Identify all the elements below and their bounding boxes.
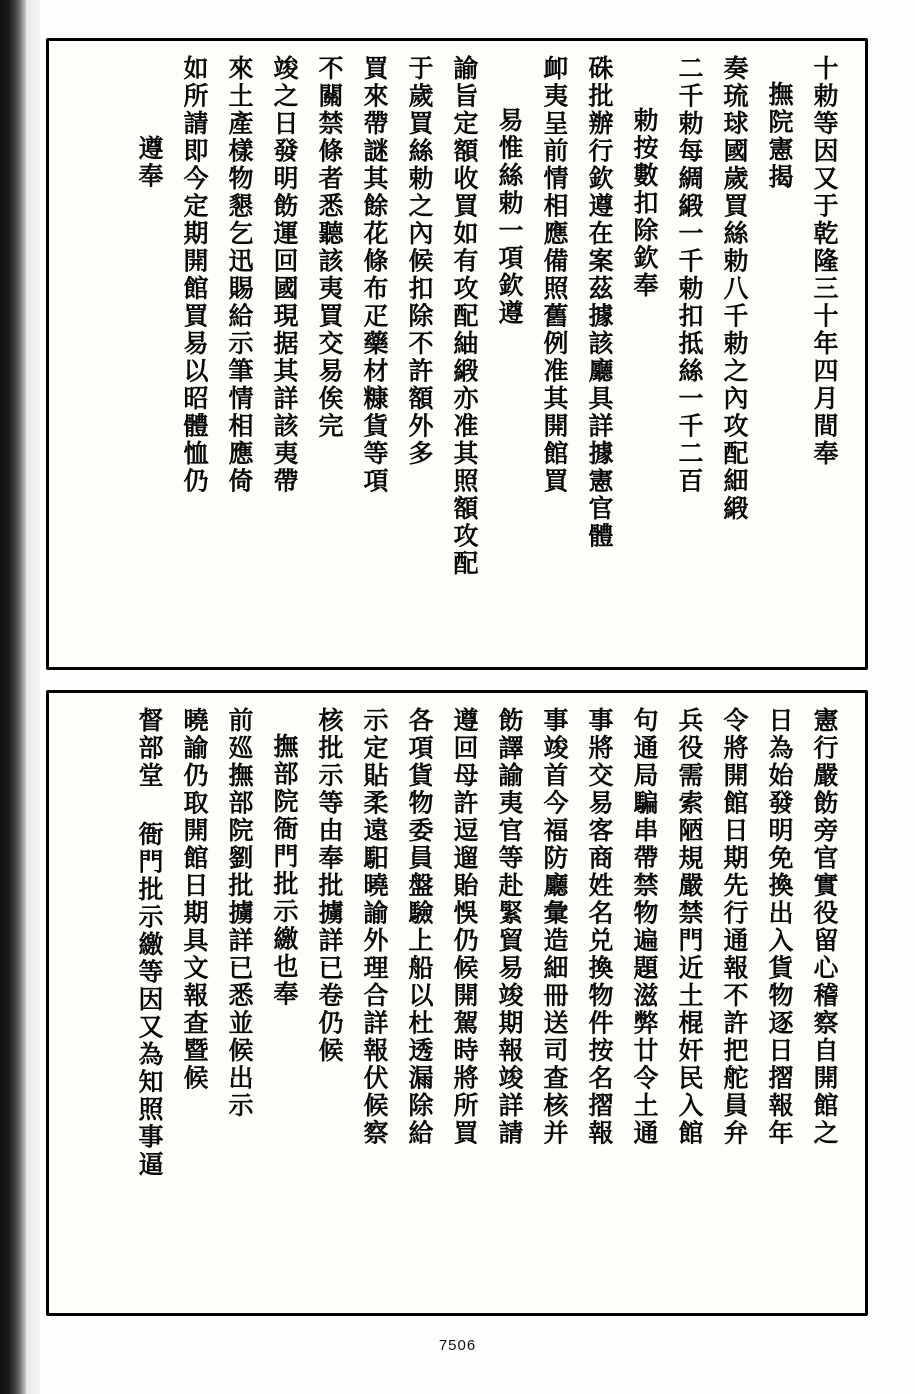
text-block-bottom — [46, 690, 868, 1316]
text-column: 來土產樣物懇乞迅賜給示筆情相應倚 — [225, 55, 254, 495]
text-column: 竣之日發明飭運回國現据其詳該夷帶 — [270, 55, 299, 495]
text-column: 句通局騙串帶禁物遍題滋弊廿令土通 — [630, 707, 659, 1147]
text-column: 事竣首今福防廳彙造細冊送司查核并 — [540, 707, 569, 1147]
text-column: 遵回母許逗遛貽悞仍候開駕時將所買 — [450, 707, 479, 1147]
text-column: 如所請即今定期開館買易以昭體恤仍 — [180, 55, 209, 495]
text-column: 卹夷呈前情相應備照舊例准其開館買 — [540, 55, 569, 495]
text-column: 撫院憲揭 — [765, 81, 794, 191]
text-block-top-columns — [67, 55, 847, 653]
text-column: 督部堂 衙門批示繳等因又為知照事逼 — [135, 707, 164, 1179]
text-column: 二千勅每綢緞一千勅扣抵絲一千二百 — [675, 55, 704, 495]
page-number: 7506 — [438, 1337, 477, 1354]
text-column: 奏琉球國歲買絲勅八千勅之內攻配細緞 — [720, 55, 749, 523]
text-column: 硃批辦行欽遵在案茲據該廳具詳據憲官體 — [585, 55, 614, 550]
text-column: 示定貼柔遠馹曉諭外理合詳報伏候察 — [360, 707, 389, 1147]
text-column: 兵役需索陋規嚴禁門近土棍奸民入館 — [675, 707, 704, 1147]
text-column: 撫部院衙門批示繳也奉 — [270, 733, 299, 1008]
text-column: 前廵撫部院劉批擄詳已悉並候出示 — [225, 707, 254, 1120]
text-column: 易惟絲勅一項欽遵 — [495, 107, 524, 327]
text-column: 曉諭仍取開館日期具文報查暨候 — [180, 707, 209, 1092]
text-column: 憲行嚴飭旁官實役留心稽察自開館之 — [810, 707, 839, 1147]
text-block-top — [46, 38, 868, 670]
text-column: 不關禁條者悉聽該夷買交易俟完 — [315, 55, 344, 440]
text-column: 諭旨定額收買如有攻配紬緞亦准其照額攻配 — [450, 55, 479, 578]
book-gutter-shadow — [0, 0, 26, 1394]
text-column: 日為始發明免換出入貨物逐日摺報年 — [765, 707, 794, 1147]
text-column: 勅按數扣除欽奉 — [630, 107, 659, 300]
text-column: 各項貨物委員盤驗上船以杜透漏除給 — [405, 707, 434, 1147]
text-column: 核批示等由奉批擄詳已卷仍候 — [315, 707, 344, 1065]
text-column: 事將交易客商姓名兑換物件按名摺報 — [585, 707, 614, 1147]
text-column: 于歲買絲勅之內候扣除不許額外多 — [405, 55, 434, 468]
text-column: 十勅等因又于乾隆三十年四月間奉 — [810, 55, 839, 468]
text-block-bottom-columns — [67, 707, 847, 1299]
text-column: 令將開館日期先行通報不許把舵員弁 — [720, 707, 749, 1147]
text-column: 遵奉 — [135, 135, 164, 190]
book-gutter-light — [26, 0, 40, 1394]
text-column: 買來帶謎其餘花條布疋藥材糠貨等項 — [360, 55, 389, 495]
text-column: 飭譯諭夷官等赴緊貿易竣期報竣詳請 — [495, 707, 524, 1147]
